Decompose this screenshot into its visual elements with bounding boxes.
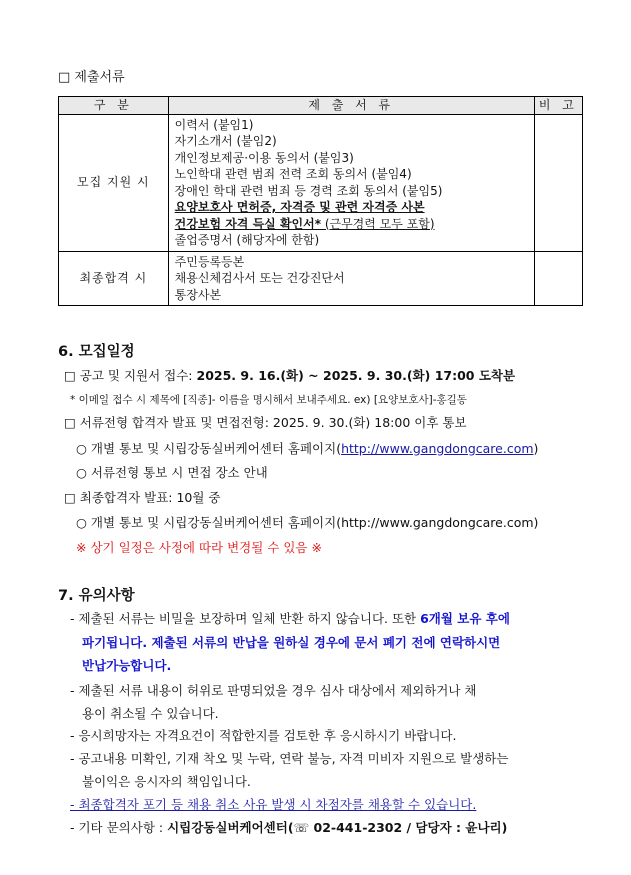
note-paragraph-6 bbox=[70, 818, 507, 836]
row-category-apply: 모집 지원 시 bbox=[59, 114, 169, 251]
doc-item: 개인정보제공·이용 동의서 (붙임3) bbox=[174, 150, 354, 165]
doc-item: 요양보호사 면허증, 자격증 및 관련 자격증 사본 bbox=[174, 200, 425, 214]
note1-text: - 제출된 서류는 비밀을 보장하며 일체 반환 하지 않습니다. 또한 bbox=[70, 611, 421, 626]
section-title-notes: 7. 유의사항 bbox=[58, 588, 135, 604]
note-paragraph-1a bbox=[70, 609, 510, 627]
notice-line-3: ○ 개별 통보 및 시립강동실버케어센터 홈페이지(http://www.gangdongcare.com) bbox=[76, 515, 539, 530]
notice1-prefix: ○ 개별 통보 및 시립강동실버케어센터 홈페이지( bbox=[76, 441, 342, 456]
apply-prefix: □ 공고 및 지원서 접수: bbox=[64, 368, 197, 383]
contact-prefix: - 기타 문의사항 : bbox=[70, 820, 168, 835]
header-category: 구 분 bbox=[59, 97, 169, 115]
table-header-row bbox=[59, 97, 583, 115]
doc-item: 채용신체검사서 또는 건강진단서 bbox=[174, 271, 345, 285]
doc-item: 이력서 (붙임1) bbox=[174, 117, 254, 132]
row-items-final bbox=[168, 251, 534, 306]
doc-item: 졸업증명서 (해당자에 한함) bbox=[174, 233, 320, 247]
doc-item: 통장사본 bbox=[174, 287, 222, 302]
section-title-schedule: 6. 모집일정 bbox=[58, 344, 135, 360]
homepage-link[interactable]: http://www.gangdongcare.com bbox=[341, 441, 534, 456]
notice-line-2: ○ 서류전형 통보 시 면접 장소 안내 bbox=[76, 465, 268, 480]
contact-info: 시립강동실버케어센터(☏ 02-441-2302 / 담당자 : 윤나리) bbox=[167, 820, 508, 835]
note-paragraph-2b: 용이 취소될 수 있습니다. bbox=[82, 706, 219, 721]
note-paragraph-2a: - 제출된 서류 내용이 허위로 판명되었을 경우 심사 대상에서 제외하거나 채 bbox=[70, 683, 477, 698]
note-paragraph-4a: - 공고내용 미확인, 기재 착오 및 누락, 연락 불능, 자격 미비자 지원으로 발생하는 bbox=[70, 751, 509, 766]
doc-item-health-insurance-note: (근무경력 모두 포함) bbox=[321, 216, 435, 231]
table-row bbox=[59, 251, 583, 306]
note-paragraph-5: - 최종합격자 포기 등 채용 취소 사유 발생 시 차점자를 채용할 수 있습니다. bbox=[70, 797, 477, 812]
doc-item: 자기소개서 (붙임2) bbox=[174, 134, 277, 148]
row-items-apply bbox=[168, 114, 534, 251]
email-note: * 이메일 접수 시 제목에 [직종]- 이름을 명시해서 보내주세요. ex) [요양보호사]-홍길동 bbox=[70, 394, 467, 406]
apply-period: 2025. 9. 16.(화) ~ 2025. 9. 30.(화) 17:00 도착분 bbox=[196, 368, 516, 383]
notice1-suffix: ) bbox=[533, 441, 539, 456]
row-note-final bbox=[534, 251, 582, 306]
notice-line-1 bbox=[76, 439, 538, 457]
schedule-warning: ※ 상기 일정은 사정에 따라 변경될 수 있음 ※ bbox=[76, 540, 322, 555]
table-row bbox=[59, 114, 583, 251]
note-paragraph-1b: 파기됩니다. 제출된 서류의 반납을 원하실 경우에 문서 폐기 전에 연락하시면 bbox=[82, 635, 501, 650]
header-note: 비 고 bbox=[534, 97, 582, 115]
apply-line bbox=[64, 366, 515, 384]
row-category-final: 최종합격 시 bbox=[59, 251, 169, 306]
section-label-documents: □ 제출서류 bbox=[58, 70, 125, 85]
interview-line: □ 서류전형 합격자 발표 및 면접전형: 2025. 9. 30.(화) 18:00 이후 통보 bbox=[64, 415, 467, 430]
doc-item: 노인학대 관련 범죄 전력 조회 동의서 (붙임4) bbox=[174, 167, 412, 181]
note-paragraph-4b: 불이익은 응시자의 책임입니다. bbox=[82, 774, 251, 789]
note1-highlight: 6개월 보유 후에 bbox=[420, 611, 510, 626]
doc-item: 장애인 학대 관련 범죄 등 경력 조회 동의서 (붙임5) bbox=[174, 183, 443, 198]
doc-item-health-insurance bbox=[175, 216, 528, 233]
header-documents: 제 출 서 류 bbox=[168, 97, 534, 115]
note-paragraph-3: - 응시희망자는 자격요건이 적합한지를 검토한 후 응시하시기 바랍니다. bbox=[70, 728, 457, 743]
doc-item-health-insurance-bold: 건강보험 자격 득실 확인서* bbox=[174, 216, 321, 231]
note-paragraph-1c: 반납가능합니다. bbox=[82, 658, 172, 673]
documents-table bbox=[58, 96, 583, 306]
doc-item: 주민등록등본 bbox=[174, 254, 245, 269]
final-line: □ 최종합격자 발표: 10월 중 bbox=[64, 490, 221, 505]
row-note-apply bbox=[534, 114, 582, 251]
